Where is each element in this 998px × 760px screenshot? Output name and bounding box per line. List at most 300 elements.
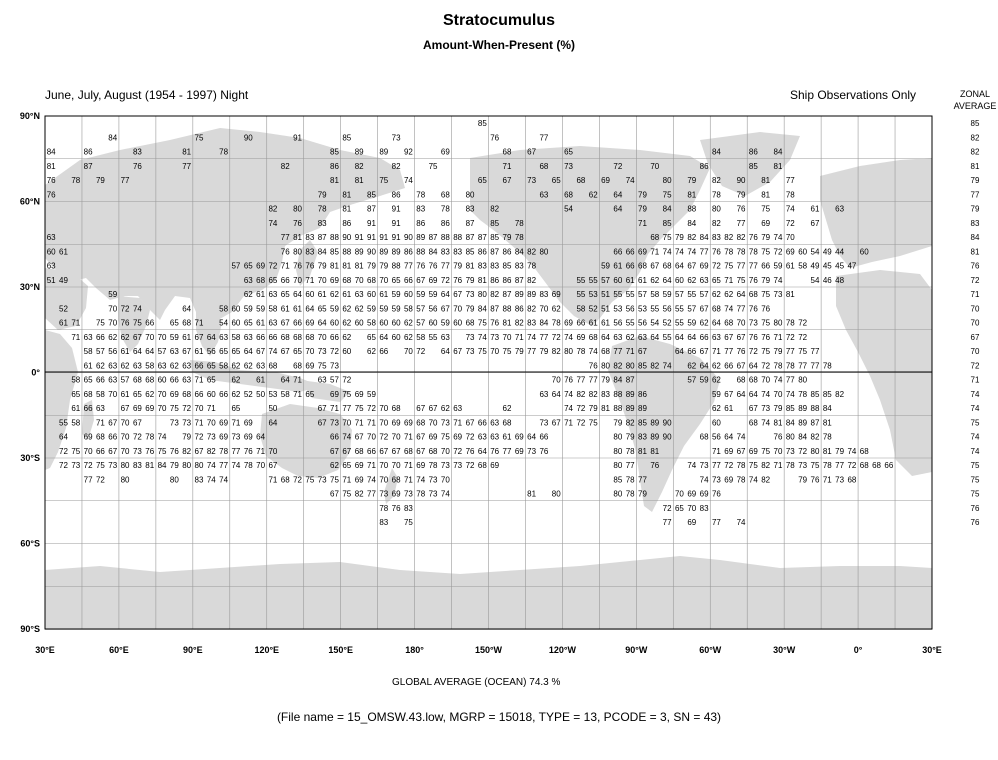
cell-value: 82 xyxy=(182,446,192,456)
lon-label: 90°E xyxy=(183,645,203,655)
cell-value: 85 xyxy=(342,133,352,143)
cell-value: 69 xyxy=(354,475,364,485)
cell-value: 88 xyxy=(342,247,352,257)
cell-value: 78 xyxy=(551,318,561,328)
cell-value: 72 xyxy=(773,247,783,257)
cell-value: 67 xyxy=(194,446,204,456)
cell-value: 58 xyxy=(145,361,155,371)
cell-value: 76 xyxy=(711,247,721,257)
cell-value: 75 xyxy=(440,432,450,442)
cell-value: 62 xyxy=(711,404,721,414)
cell-value: 66 xyxy=(145,318,155,328)
cell-value: 63 xyxy=(711,332,721,342)
lon-label: 30°E xyxy=(922,645,942,655)
lat-label: 60°S xyxy=(20,538,40,549)
cell-value: 88 xyxy=(687,204,697,214)
cell-value: 75 xyxy=(662,190,672,200)
cell-value: 57 xyxy=(157,347,167,357)
zonal-average-value: 70 xyxy=(970,318,980,328)
cell-value: 68 xyxy=(601,347,610,357)
lon-label: 150°E xyxy=(328,645,353,655)
cell-value: 78 xyxy=(243,461,253,471)
cell-value: 65 xyxy=(391,275,401,285)
cell-value: 74 xyxy=(674,247,684,257)
cell-value: 72 xyxy=(59,446,68,456)
cell-value: 70 xyxy=(317,275,327,285)
cell-value: 74 xyxy=(132,304,142,314)
cell-value: 78 xyxy=(748,247,758,257)
cell-value: 85 xyxy=(490,218,500,228)
cell-value: 60 xyxy=(391,332,401,342)
zonal-average-value: 79 xyxy=(970,204,980,214)
cell-value: 82 xyxy=(391,161,401,171)
cell-value: 55 xyxy=(625,290,635,300)
cell-value: 85 xyxy=(330,147,339,157)
cell-value: 78 xyxy=(514,218,524,228)
cell-value: 64 xyxy=(674,261,684,271)
cell-value: 75 xyxy=(588,418,598,428)
cell-value: 76 xyxy=(748,332,758,342)
cell-value: 81 xyxy=(761,190,771,200)
cell-value: 65 xyxy=(342,461,352,471)
cell-value: 79 xyxy=(182,432,192,442)
cell-value: 71 xyxy=(625,347,635,357)
cell-value: 78 xyxy=(822,461,832,471)
cell-value: 76 xyxy=(748,275,758,285)
cell-value: 69 xyxy=(785,247,795,257)
cell-value: 67 xyxy=(465,418,475,428)
cell-value: 67 xyxy=(330,489,339,499)
cell-value: 75 xyxy=(354,404,364,414)
cell-value: 50 xyxy=(256,389,266,399)
cell-value: 70 xyxy=(379,418,389,428)
cell-value: 63 xyxy=(243,332,253,342)
cell-value: 72 xyxy=(59,461,68,471)
cell-value: 78 xyxy=(219,446,229,456)
cell-value: 62 xyxy=(231,389,241,399)
cell-value: 79 xyxy=(601,375,610,385)
cell-value: 58 xyxy=(576,304,586,314)
cell-value: 72 xyxy=(785,332,795,342)
cell-value: 54 xyxy=(564,204,574,214)
cell-value: 54 xyxy=(219,318,229,328)
cell-value: 68 xyxy=(83,389,93,399)
cell-value: 59 xyxy=(440,318,450,328)
cell-value: 58 xyxy=(71,418,81,428)
cell-value: 60 xyxy=(613,275,623,285)
cell-value: 83 xyxy=(305,247,315,257)
cell-value: 59 xyxy=(379,304,389,314)
cell-value: 90 xyxy=(662,418,672,428)
cell-value: 68 xyxy=(354,446,364,456)
cell-value: 77 xyxy=(182,161,192,171)
file-info-footer: (File name = 15_OMSW.43.low, MGRP = 15018, TYPE = 13, PCODE = 3, SN = 43) xyxy=(276,710,722,724)
cell-value: 68 xyxy=(416,418,426,428)
cell-value: 73 xyxy=(330,361,339,371)
cell-value: 51 xyxy=(601,290,610,300)
chart-title: Stratocumulus xyxy=(442,12,555,29)
cell-value: 82 xyxy=(527,247,537,257)
cell-value: 89 xyxy=(514,290,524,300)
cell-value: 86 xyxy=(440,218,450,228)
cell-value: 57 xyxy=(687,375,697,385)
cell-value: 76 xyxy=(761,332,771,342)
cell-value: 71 xyxy=(514,332,524,342)
cell-value: 86 xyxy=(391,190,401,200)
cell-value: 62 xyxy=(95,361,105,371)
cell-value: 77 xyxy=(711,518,721,528)
cell-value: 78 xyxy=(379,503,389,513)
cell-value: 78 xyxy=(317,204,327,214)
cell-value: 81 xyxy=(182,147,192,157)
cell-value: 80 xyxy=(798,375,808,385)
cell-value: 76 xyxy=(428,261,438,271)
cell-value: 89 xyxy=(527,290,537,300)
cell-value: 69 xyxy=(132,404,142,414)
cell-value: 76 xyxy=(46,190,56,200)
cell-value: 86 xyxy=(502,247,512,257)
cell-value: 74 xyxy=(206,475,216,485)
cell-value: 72 xyxy=(453,446,463,456)
cell-value: 83 xyxy=(379,518,389,528)
cell-value: 67 xyxy=(748,404,758,414)
cell-value: 86 xyxy=(403,247,413,257)
cell-value: 66 xyxy=(256,332,266,342)
cell-value: 70 xyxy=(206,418,216,428)
cell-value: 75 xyxy=(132,318,142,328)
cell-value: 61 xyxy=(379,290,389,300)
cell-value: 69 xyxy=(440,147,450,157)
cell-value: 67 xyxy=(416,446,426,456)
cell-value: 89 xyxy=(650,432,660,442)
cell-value: 69 xyxy=(330,389,339,399)
cell-value: 71 xyxy=(194,318,204,328)
cell-value: 65 xyxy=(83,375,93,385)
lat-label: 30°S xyxy=(20,453,40,463)
cell-value: 87 xyxy=(317,233,327,243)
cell-value: 72 xyxy=(182,404,192,414)
cell-value: 60 xyxy=(231,318,241,328)
cell-value: 80 xyxy=(613,432,623,442)
lat-label: 90°S xyxy=(20,624,40,634)
cell-value: 77 xyxy=(120,176,130,186)
cell-value: 70 xyxy=(551,375,561,385)
cell-value: 77 xyxy=(785,375,795,385)
cell-value: 76 xyxy=(490,318,500,328)
cell-value: 83 xyxy=(194,475,204,485)
cell-value: 87 xyxy=(428,233,438,243)
cell-value: 86 xyxy=(477,247,487,257)
cell-value: 75 xyxy=(305,475,315,485)
cell-value: 83 xyxy=(317,218,327,228)
cell-value: 55 xyxy=(625,318,635,328)
cell-value: 65 xyxy=(564,147,574,157)
cell-value: 74 xyxy=(699,475,709,485)
cell-value: 63 xyxy=(108,361,118,371)
cell-value: 78 xyxy=(576,347,586,357)
cell-value: 69 xyxy=(354,461,364,471)
cell-value: 74 xyxy=(662,247,672,257)
cell-value: 63 xyxy=(613,332,623,342)
cell-value: 62 xyxy=(231,375,241,385)
cell-value: 79 xyxy=(674,233,684,243)
cell-value: 64 xyxy=(736,290,746,300)
cell-value: 79 xyxy=(317,190,327,200)
cell-value: 64 xyxy=(736,389,746,399)
cell-value: 64 xyxy=(650,332,660,342)
cell-value: 62 xyxy=(699,318,709,328)
cell-value: 60 xyxy=(157,375,167,385)
cell-value: 67 xyxy=(453,347,463,357)
cell-value: 79 xyxy=(453,261,463,271)
cell-value: 86 xyxy=(514,304,524,314)
cell-value: 62 xyxy=(588,190,598,200)
cell-value: 70 xyxy=(120,418,130,428)
cell-value: 67 xyxy=(687,261,697,271)
cell-value: 55 xyxy=(576,290,586,300)
cell-value: 78 xyxy=(416,190,426,200)
cell-value: 81 xyxy=(330,261,339,271)
cell-value: 66 xyxy=(576,318,586,328)
cell-value: 49 xyxy=(810,261,820,271)
cell-value: 74 xyxy=(724,304,734,314)
cell-value: 80 xyxy=(120,475,130,485)
cell-value: 67 xyxy=(132,418,142,428)
cell-value: 64 xyxy=(477,446,487,456)
cell-value: 88 xyxy=(440,233,450,243)
cell-value: 55 xyxy=(428,332,438,342)
zonal-average-value: 75 xyxy=(970,489,980,499)
cell-value: 71 xyxy=(95,418,105,428)
cell-value: 74 xyxy=(477,332,487,342)
cell-value: 58 xyxy=(280,389,290,399)
cell-value: 85 xyxy=(822,389,832,399)
cell-value: 80 xyxy=(539,247,549,257)
cell-value: 71 xyxy=(403,461,413,471)
cell-value: 77 xyxy=(527,347,537,357)
cell-value: 81 xyxy=(145,461,155,471)
cell-value: 74 xyxy=(219,475,229,485)
cell-value: 85 xyxy=(330,247,339,257)
cell-value: 72 xyxy=(379,432,389,442)
cell-value: 57 xyxy=(674,290,684,300)
cell-value: 76 xyxy=(711,489,721,499)
cell-value: 66 xyxy=(95,332,105,342)
cell-value: 54 xyxy=(810,275,820,285)
cell-value: 78 xyxy=(822,361,832,371)
cell-value: 61 xyxy=(613,261,623,271)
cell-value: 83 xyxy=(416,204,426,214)
cell-value: 74 xyxy=(231,461,241,471)
cell-value: 70 xyxy=(120,432,130,442)
cell-value: 79 xyxy=(514,347,524,357)
cell-value: 80 xyxy=(293,247,303,257)
cell-value: 66 xyxy=(699,332,709,342)
cell-value: 67 xyxy=(724,389,734,399)
cell-value: 69 xyxy=(601,176,610,186)
lon-label: 180° xyxy=(405,645,424,655)
cell-value: 64 xyxy=(243,347,253,357)
cell-value: 80 xyxy=(773,318,783,328)
cell-value: 68 xyxy=(477,461,487,471)
cell-value: 82 xyxy=(835,389,845,399)
cell-value: 66 xyxy=(194,389,204,399)
cell-value: 84 xyxy=(613,375,623,385)
cell-value: 91 xyxy=(379,233,389,243)
cell-value: 66 xyxy=(95,446,105,456)
cell-value: 60 xyxy=(330,318,339,328)
cell-value: 82 xyxy=(625,418,635,428)
cell-value: 64 xyxy=(280,375,290,385)
cell-value: 68 xyxy=(305,332,315,342)
cell-value: 82 xyxy=(354,489,364,499)
lon-label: 120°W xyxy=(548,645,576,655)
cell-value: 83 xyxy=(477,261,487,271)
cell-value: 64 xyxy=(317,318,327,328)
cell-value: 55 xyxy=(576,275,586,285)
cell-value: 79 xyxy=(761,275,771,285)
cell-value: 89 xyxy=(798,404,808,414)
cell-value: 62 xyxy=(367,347,376,357)
cell-value: 72 xyxy=(120,304,130,314)
cell-value: 64 xyxy=(145,347,155,357)
cell-value: 70 xyxy=(379,475,389,485)
cell-value: 63 xyxy=(638,332,647,342)
cell-value: 81 xyxy=(785,290,795,300)
cell-value: 68 xyxy=(391,475,401,485)
cell-value: 72 xyxy=(761,361,771,371)
cell-value: 68 xyxy=(280,475,290,485)
cell-value: 64 xyxy=(268,418,278,428)
cell-value: 79 xyxy=(367,261,376,271)
cell-value: 70 xyxy=(120,446,130,456)
cell-value: 74 xyxy=(773,275,783,285)
cell-value: 74 xyxy=(687,247,697,257)
cell-value: 85 xyxy=(638,361,647,371)
cell-value: 77 xyxy=(711,461,721,471)
cell-value: 70 xyxy=(145,332,155,342)
cell-value: 68 xyxy=(465,318,475,328)
cell-value: 88 xyxy=(613,389,623,399)
zonal-average-value: 74 xyxy=(970,404,980,414)
cell-value: 65 xyxy=(219,347,229,357)
lat-label: 0° xyxy=(31,367,40,378)
cell-value: 58 xyxy=(71,375,81,385)
cell-value: 77 xyxy=(748,261,758,271)
cell-value: 67 xyxy=(268,461,278,471)
cell-value: 70 xyxy=(736,318,746,328)
cell-value: 74 xyxy=(625,176,635,186)
lon-label: 90°W xyxy=(625,645,648,655)
cell-value: 69 xyxy=(724,446,734,456)
cell-value: 74 xyxy=(761,418,771,428)
cell-value: 68 xyxy=(748,375,758,385)
cell-value: 73 xyxy=(798,461,808,471)
cell-value: 66 xyxy=(95,375,105,385)
cell-value: 78 xyxy=(785,361,795,371)
cell-value: 72 xyxy=(798,446,808,456)
cell-value: 61 xyxy=(588,318,598,328)
cell-value: 75 xyxy=(662,233,672,243)
cell-value: 69 xyxy=(638,247,647,257)
cell-value: 73 xyxy=(539,418,549,428)
cell-value: 73 xyxy=(428,475,438,485)
cell-value: 45 xyxy=(835,261,845,271)
cell-value: 83 xyxy=(699,503,709,513)
cell-value: 62 xyxy=(711,290,721,300)
cell-value: 67 xyxy=(699,347,709,357)
cell-value: 61 xyxy=(785,261,795,271)
cell-value: 70 xyxy=(379,404,389,414)
cell-value: 77 xyxy=(785,176,795,186)
zonal-average-value: 67 xyxy=(970,332,980,342)
cell-value: 62 xyxy=(650,275,660,285)
lon-label: 120°E xyxy=(254,645,280,655)
cell-value: 72 xyxy=(576,404,586,414)
cell-value: 67 xyxy=(453,290,463,300)
cell-value: 91 xyxy=(367,218,376,228)
cell-value: 66 xyxy=(761,261,771,271)
cell-value: 67 xyxy=(330,446,339,456)
lon-label: 30°W xyxy=(773,645,796,655)
cell-value: 68 xyxy=(724,318,734,328)
cell-value: 83 xyxy=(601,389,610,399)
cell-value: 78 xyxy=(785,461,795,471)
cell-value: 78 xyxy=(219,147,229,157)
cell-value: 69 xyxy=(305,318,315,328)
cell-value: 55 xyxy=(662,332,672,342)
cell-value: 70 xyxy=(502,332,512,342)
cell-value: 80 xyxy=(810,446,820,456)
cell-value: 70 xyxy=(773,446,783,456)
cell-value: 75 xyxy=(157,446,167,456)
cell-value: 58 xyxy=(367,318,376,328)
cell-value: 67 xyxy=(280,347,290,357)
cell-value: 72 xyxy=(798,332,808,342)
cell-value: 60 xyxy=(46,247,56,257)
cell-value: 47 xyxy=(847,261,857,271)
cell-value: 62 xyxy=(120,332,130,342)
cell-value: 72 xyxy=(342,375,352,385)
cell-value: 84 xyxy=(539,318,549,328)
cell-value: 80 xyxy=(465,190,475,200)
cell-value: 64 xyxy=(59,432,68,442)
cell-value: 83 xyxy=(403,503,413,513)
cell-value: 49 xyxy=(59,275,68,285)
cell-value: 71 xyxy=(502,161,512,171)
cell-value: 73 xyxy=(330,418,339,428)
cell-value: 75 xyxy=(761,318,771,328)
cell-value: 76 xyxy=(650,461,660,471)
cell-value: 64 xyxy=(687,332,697,342)
cell-value: 85 xyxy=(662,218,672,228)
cell-value: 85 xyxy=(477,119,487,129)
cell-value: 57 xyxy=(416,318,426,328)
cell-value: 51 xyxy=(601,304,610,314)
cell-value: 79 xyxy=(761,233,771,243)
cell-value: 91 xyxy=(354,233,364,243)
cell-value: 84 xyxy=(785,418,795,428)
cell-value: 68 xyxy=(699,432,709,442)
cell-value: 64 xyxy=(182,304,192,314)
cell-value: 63 xyxy=(835,204,845,214)
cell-value: 89 xyxy=(354,147,364,157)
cell-value: 68 xyxy=(182,318,192,328)
zonal-average-value: 74 xyxy=(970,446,980,456)
cell-value: 71 xyxy=(403,475,413,485)
cell-value: 81 xyxy=(761,176,771,186)
cell-value: 55 xyxy=(674,318,684,328)
